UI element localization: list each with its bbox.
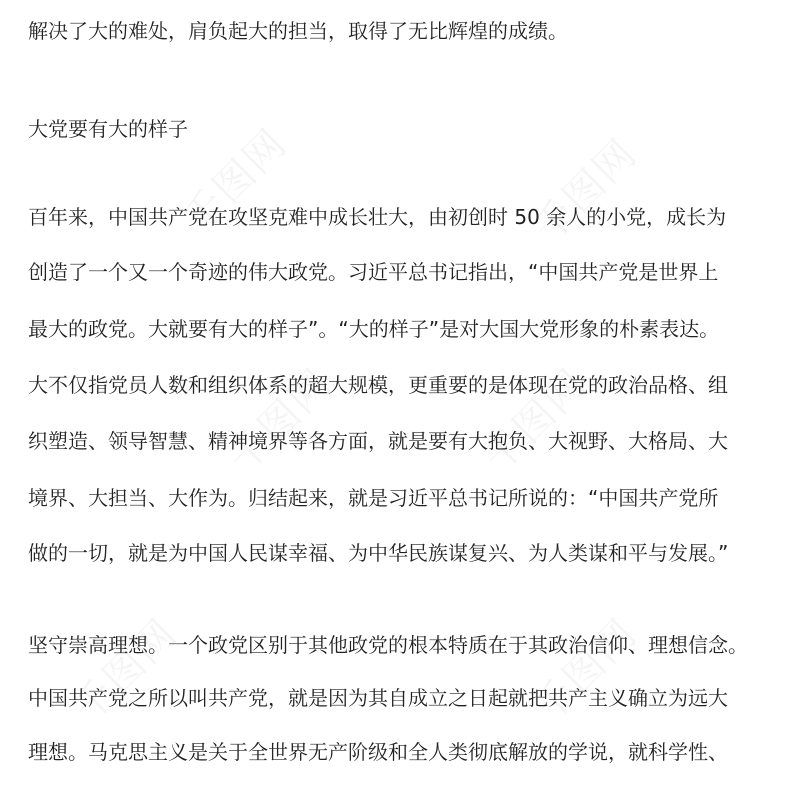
- body-line: 做的一切，就是为中国人民谋幸福、为中华民族谋复兴、为人类谋和平与发展。”: [28, 541, 729, 565]
- body-line: 最大的政党。大就要有大的样子”。“大的样子”是对大国大党形象的朴素表达。: [28, 317, 720, 341]
- body-line: 创造了一个又一个奇迹的伟大政党。习近平总书记指出，“中国共产党是世界上: [28, 260, 719, 284]
- section-heading: 大党要有大的样子: [28, 117, 188, 141]
- watermark: [518, 604, 647, 733]
- body-line: 百年来，中国共产党在攻坚克难中成长壮大，由初创时 50 余人的小党，成长为: [28, 205, 727, 229]
- body-line: 坚守崇高理想。一个政党区别于其他政党的根本特质在于其政治信仰、理想信念。: [28, 633, 748, 657]
- body-line: 中国共产党之所以叫共产党，就是因为其自成立之日起就把共产主义确立为远大: [28, 686, 728, 710]
- watermark: [58, 604, 187, 733]
- body-line: 大不仅指党员人数和组织体系的超大规模，更重要的是体现在党的政治品格、组: [28, 373, 728, 397]
- body-line: 解决了大的难处，肩负起大的担当，取得了无比辉煌的成绩。: [28, 19, 568, 43]
- body-line: 织塑造、领导智慧、精神境界等各方面，就是要有大抱负、大视野、大格局、大: [28, 429, 728, 453]
- body-line: 境界、大担当、大作为。归结起来，就是习近平总书记所说的：“中国共产党所: [28, 486, 719, 510]
- body-line: 理想。马克思主义是关于全世界无产阶级和全人类彻底解放的学说，就科学性、: [28, 740, 728, 764]
- watermark: [518, 124, 647, 253]
